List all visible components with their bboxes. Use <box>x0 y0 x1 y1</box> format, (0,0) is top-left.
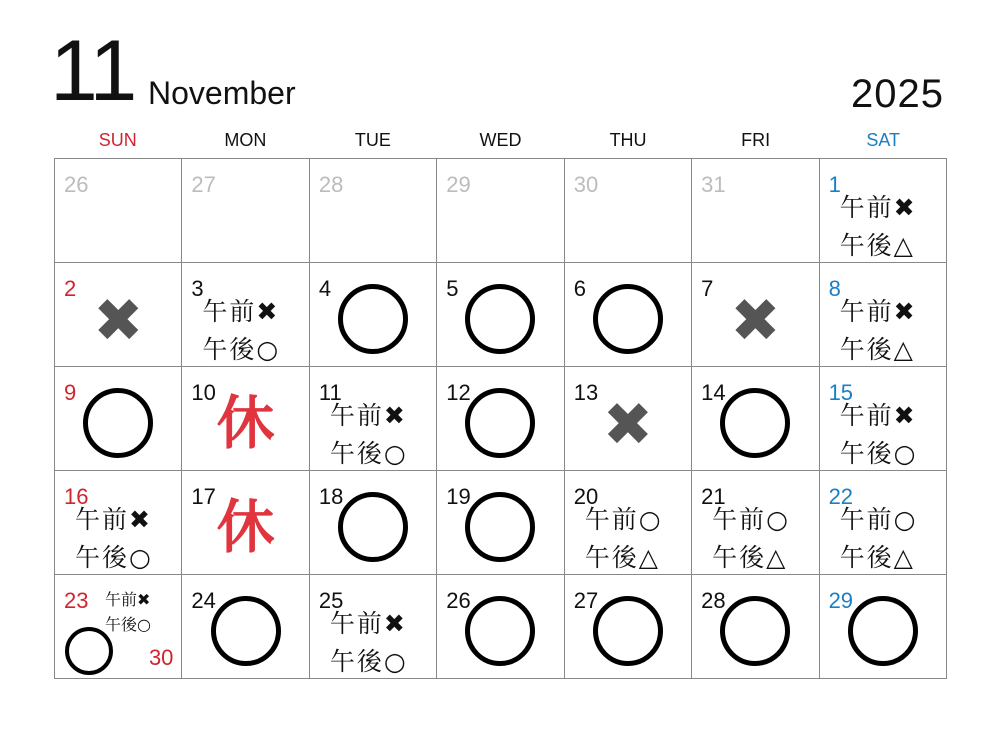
morning-status: 午前○ <box>584 505 663 534</box>
day-number: 25 <box>318 588 344 613</box>
day-number: 30 <box>148 645 174 670</box>
day-number: 2 <box>64 276 77 301</box>
weekday-wed: WED <box>479 130 522 150</box>
day-cell[interactable] <box>437 575 564 679</box>
calendar-header <box>0 0 1000 120</box>
unavailable-cross-mark: ✖ <box>602 389 654 460</box>
day-cell[interactable] <box>437 159 564 263</box>
morning-status: 午前○ <box>839 505 918 534</box>
day-cell[interactable] <box>182 159 309 263</box>
available-circle-mark <box>593 596 663 666</box>
morning-status: 午前✖ <box>202 297 280 326</box>
unavailable-cross-mark: ✖ <box>730 285 781 356</box>
day-cell[interactable] <box>565 471 692 575</box>
am-pm-note <box>840 397 918 471</box>
afternoon-status: 午後○ <box>329 647 408 676</box>
day-cell[interactable] <box>310 367 437 471</box>
day-cell[interactable] <box>692 471 819 575</box>
available-circle-mark <box>720 388 790 458</box>
day-cell[interactable] <box>310 263 437 367</box>
day-number: 23 <box>64 588 89 613</box>
afternoon-status: 午後△ <box>584 543 660 572</box>
day-number: 9 <box>64 380 77 405</box>
day-number: 21 <box>701 484 726 509</box>
weekday-mon: MON <box>224 130 267 150</box>
day-cell[interactable] <box>692 263 819 367</box>
day-number: 16 <box>64 484 89 509</box>
available-circle-mark <box>65 627 113 675</box>
day-cell[interactable] <box>565 575 692 679</box>
day-cell[interactable] <box>437 367 564 471</box>
morning-status: 午前✖ <box>329 609 407 638</box>
day-cell[interactable] <box>565 159 692 263</box>
weekday-sat: SAT <box>866 130 901 150</box>
am-pm-note <box>105 587 151 637</box>
available-circle-mark <box>593 284 663 354</box>
day-number: 13 <box>573 380 599 405</box>
month-name: November <box>148 75 296 111</box>
available-circle-mark <box>465 596 535 666</box>
day-cell[interactable] <box>310 471 437 575</box>
day-cell[interactable] <box>437 471 564 575</box>
day-cell[interactable] <box>692 575 819 679</box>
day-cell[interactable] <box>182 367 309 471</box>
day-number: 31 <box>701 172 726 197</box>
day-number: 29 <box>828 588 854 613</box>
am-pm-note <box>840 189 917 263</box>
weekday-fri: FRI <box>741 130 771 150</box>
day-cell[interactable] <box>565 263 692 367</box>
day-cell[interactable] <box>820 575 947 679</box>
available-circle-mark <box>338 492 408 562</box>
day-number: 26 <box>64 172 89 197</box>
day-cell[interactable] <box>310 159 437 263</box>
day-number: 27 <box>573 588 599 613</box>
day-number: 8 <box>828 276 841 301</box>
day-cell[interactable] <box>437 263 564 367</box>
closed-day-mark: 休 <box>216 492 275 561</box>
weekday-thu: THU <box>609 130 647 150</box>
available-circle-mark <box>83 388 153 458</box>
day-cell[interactable] <box>310 575 437 679</box>
weekday-tue: TUE <box>354 130 391 150</box>
day-cell[interactable] <box>55 159 182 263</box>
am-pm-note <box>840 293 917 367</box>
day-cell[interactable] <box>820 263 947 367</box>
day-cell[interactable] <box>565 367 692 471</box>
afternoon-status: 午後○ <box>839 439 918 468</box>
morning-status: 午前✖ <box>839 297 917 326</box>
am-pm-note <box>330 605 408 679</box>
day-cell[interactable] <box>55 367 182 471</box>
afternoon-status: 午後△ <box>839 231 915 260</box>
afternoon-status: 午後△ <box>712 543 788 572</box>
day-number: 20 <box>573 484 599 509</box>
weekday-sun: SUN <box>98 130 137 150</box>
am-pm-note <box>712 501 790 575</box>
available-circle-mark <box>465 492 535 562</box>
day-cell[interactable] <box>692 367 819 471</box>
afternoon-status: 午後△ <box>839 543 915 572</box>
day-cell[interactable] <box>182 575 309 679</box>
day-cell[interactable] <box>182 471 309 575</box>
am-pm-note <box>330 397 408 471</box>
day-number: 7 <box>701 276 714 301</box>
day-number: 1 <box>828 172 841 197</box>
afternoon-status: 午後○ <box>75 543 153 572</box>
day-cell[interactable] <box>182 263 309 367</box>
day-number: 26 <box>446 588 471 613</box>
day-number: 29 <box>446 172 471 197</box>
day-number: 4 <box>318 276 332 301</box>
day-number: 15 <box>828 380 854 405</box>
day-cell[interactable] <box>55 471 182 575</box>
day-number: 12 <box>446 380 471 405</box>
day-cell[interactable] <box>55 575 182 679</box>
day-number: 19 <box>446 484 471 509</box>
available-circle-mark <box>465 284 535 354</box>
am-pm-note <box>202 293 280 367</box>
day-number: 6 <box>573 276 586 301</box>
available-circle-mark <box>338 284 408 354</box>
morning-status: 午前✖ <box>329 401 407 430</box>
day-number: 28 <box>318 172 344 197</box>
available-circle-mark <box>465 388 535 458</box>
day-number: 17 <box>191 484 216 509</box>
afternoon-status: 午後○ <box>105 615 151 634</box>
morning-status: 午前✖ <box>839 401 917 430</box>
weekday-header-row <box>54 126 947 156</box>
day-number: 10 <box>191 380 216 405</box>
day-cell[interactable] <box>820 367 947 471</box>
unavailable-cross-mark: ✖ <box>93 285 144 356</box>
day-cell[interactable] <box>55 263 182 367</box>
afternoon-status: 午後○ <box>202 335 281 364</box>
available-circle-mark <box>720 596 790 666</box>
day-number: 14 <box>701 380 726 405</box>
am-pm-note <box>585 501 663 575</box>
afternoon-status: 午後△ <box>839 335 915 364</box>
available-circle-mark <box>211 596 281 666</box>
morning-status: 午前✖ <box>839 193 917 222</box>
available-circle-mark <box>848 596 918 666</box>
closed-day-mark: 休 <box>216 388 275 457</box>
am-pm-note <box>840 501 918 575</box>
day-number: 24 <box>191 588 216 613</box>
day-number: 22 <box>828 484 854 509</box>
day-number: 11 <box>318 380 342 405</box>
day-cell[interactable] <box>820 471 947 575</box>
morning-status: 午前✖ <box>105 590 151 609</box>
year-label: 2025 <box>851 72 944 116</box>
day-cell[interactable] <box>692 159 819 263</box>
day-number: 27 <box>191 172 216 197</box>
day-number: 5 <box>446 276 459 301</box>
day-cell[interactable] <box>820 159 947 263</box>
calendar-grid <box>54 158 947 679</box>
afternoon-status: 午後○ <box>329 439 408 468</box>
day-number: 30 <box>573 172 599 197</box>
morning-status: 午前✖ <box>75 505 152 534</box>
day-number: 28 <box>701 588 726 613</box>
am-pm-note <box>75 501 153 575</box>
day-number: 18 <box>318 484 344 509</box>
morning-status: 午前○ <box>712 505 790 534</box>
day-number: 3 <box>191 276 204 301</box>
month-number: 11 <box>50 23 136 119</box>
